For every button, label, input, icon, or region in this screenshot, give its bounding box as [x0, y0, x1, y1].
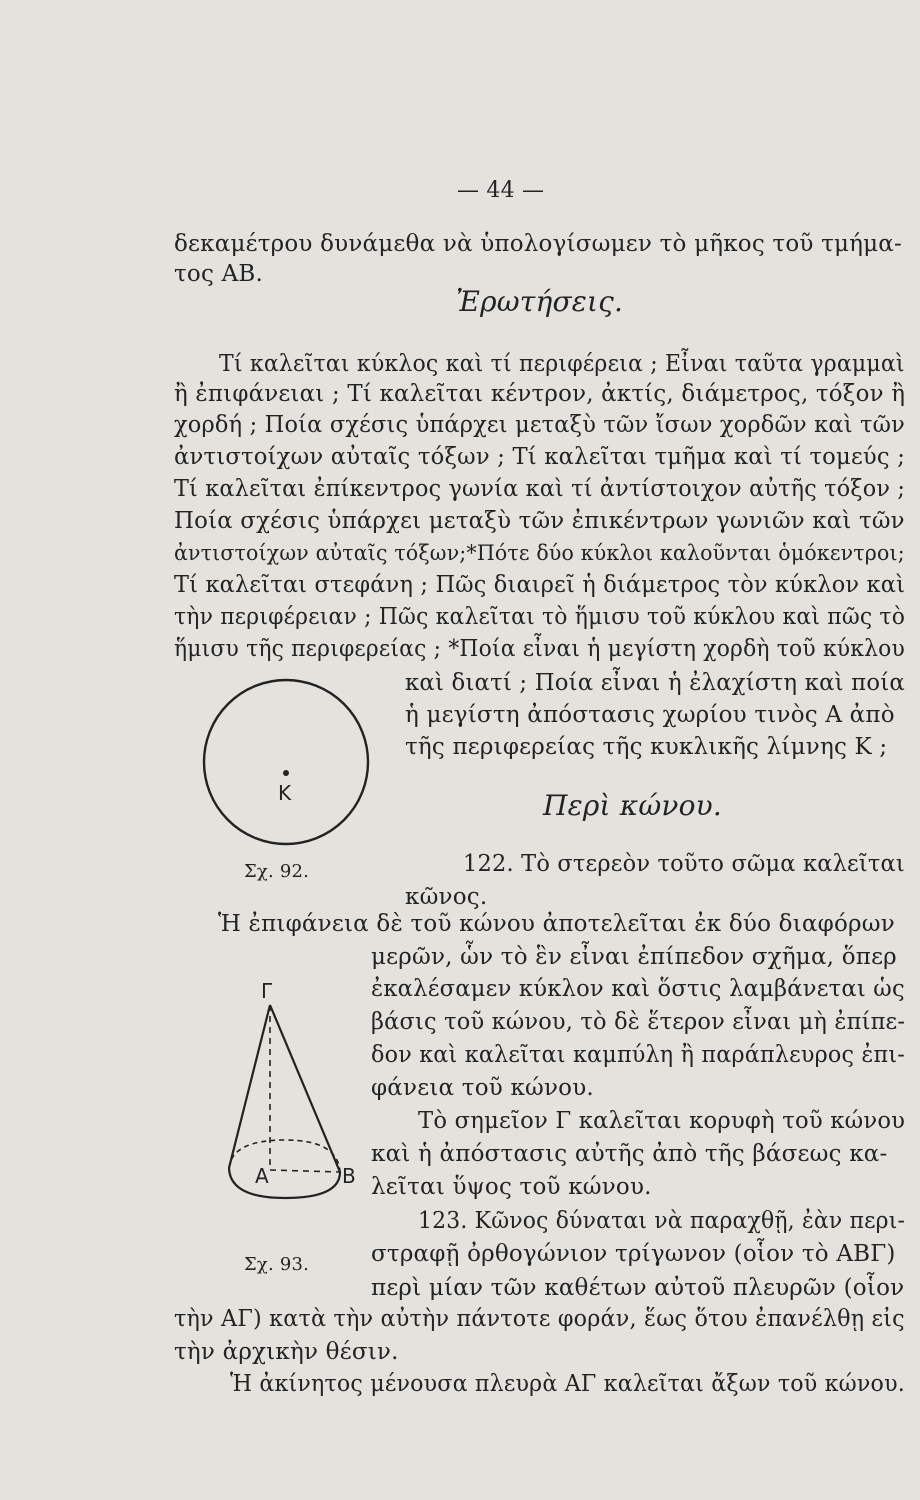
text-line: τος ΑΒ.	[174, 261, 263, 287]
cone-apex-label: Γ	[261, 979, 273, 1003]
cone-center-label: Α	[255, 1164, 269, 1188]
text-line: Τί καλεῖται ἐπίκεντρος γωνία καὶ τί ἀντίστοιχον αὐτῆς τόξον ;	[174, 476, 906, 502]
text-line: κῶνος.	[405, 884, 488, 910]
text-line: βάσις τοῦ κώνου, τὸ δὲ ἕτερον εἶναι μὴ ἐπίπε-	[371, 1009, 906, 1035]
circle-center-label: Κ	[278, 781, 292, 805]
figure-93-caption: Σχ. 93.	[244, 1254, 310, 1275]
text-line: λεῖται ὕψος τοῦ κώνου.	[371, 1174, 652, 1200]
text-line: Ποία σχέσις ὑπάρχει μεταξὺ τῶν ἐπικέντρων γωνιῶν καὶ τῶν	[174, 508, 905, 534]
text-line: καὶ διατί ; Ποία εἶναι ἡ ἐλαχίστη καὶ ποία	[405, 670, 905, 696]
text-line: ἀντιστοίχων αὐταῖς τόξων ; Τί καλεῖται τμῆμα καὶ τί τομεύς ;	[174, 444, 906, 470]
text-line: τὴν περιφέρειαν ; Πῶς καλεῖται τὸ ἥμισυ τοῦ κύκλου καὶ πῶς τὸ	[174, 604, 906, 630]
text-line: ἢ ἐπιφάνειαι ; Τί καλεῖται κέντρον, ἀκτίς, διάμετρος, τόξον ἢ	[174, 381, 906, 407]
text-line: 122. Τὸ στερεὸν τοῦτο σῶμα καλεῖται	[463, 851, 905, 877]
text-line: Ἡ ἀκίνητος μένουσα πλευρὰ ΑΓ καλεῖται ἄξων τοῦ κώνου.	[230, 1371, 905, 1397]
text-line: δον καὶ καλεῖται καμπύλη ἢ παράπλευρος ἐπι-	[371, 1042, 905, 1068]
text-line: τὴν ἀρχικὴν θέσιν.	[174, 1339, 399, 1365]
text-line: ἀντιστοίχων αὐταῖς τόξων;*Πότε δύο κύκλοι καλοῦνται ὁμόκεντροι;	[174, 541, 905, 566]
text-line: φάνεια τοῦ κώνου.	[371, 1075, 594, 1101]
text-line: ἡ μεγίστη ἀπόστασις χωρίου τινὸς Α ἀπὸ	[405, 702, 895, 728]
page-number: — 44 —	[457, 178, 545, 203]
section-heading-cone: Περὶ κώνου.	[543, 789, 722, 822]
text-line: ἥμισυ τῆς περιφερείας ; *Ποία εἶναι ἡ μεγίστη χορδὴ τοῦ κύκλου	[174, 636, 905, 662]
base-back-arc	[229, 1140, 340, 1172]
text-line: χορδή ; Ποία σχέσις ὑπάρχει μεταξὺ τῶν ἴσων χορδῶν καὶ τῶν	[174, 412, 906, 438]
text-line: μερῶν, ὧν τὸ ἓν εἶναι ἐπίπεδον σχῆμα, ὅπερ	[371, 944, 897, 970]
text-line: Τί καλεῖται στεφάνη ; Πῶς διαιρεῖ ἡ διάμετρος τὸν κύκλον καὶ	[174, 572, 906, 598]
text-line: Τὸ σημεῖον Γ καλεῖται κορυφὴ τοῦ κώνου	[418, 1108, 906, 1134]
text-line: ἐκαλέσαμεν κύκλον καὶ ὅστις λαμβάνεται ὡς	[371, 976, 905, 1002]
section-heading-questions: Ἐρωτήσεις.	[456, 285, 624, 318]
text-line: στραφῇ ὀρθογώνιον τρίγωνον (οἷον τὸ ΑΒΓ)	[371, 1241, 896, 1267]
text-line: Ἡ ἐπιφάνεια δὲ τοῦ κώνου ἀποτελεῖται ἐκ δύο διαφόρων	[218, 911, 895, 937]
text-line: τῆς περιφερείας τῆς κυκλικῆς λίμνης Κ ;	[405, 734, 888, 760]
base-front-arc	[229, 1164, 340, 1198]
cone-left-side	[229, 1005, 270, 1168]
cone-right-side	[270, 1005, 340, 1172]
text-line: δεκαμέτρου δυνάμεθα νὰ ὑπολογίσωμεν τὸ μῆκος τοῦ τμήμα-	[174, 231, 902, 257]
text-line: καὶ ἡ ἀπόστασις αὐτῆς ἀπὸ τῆς βάσεως κα-	[371, 1141, 888, 1167]
text-line: περὶ μίαν τῶν καθέτων αὐτοῦ πλευρῶν (οἷον	[371, 1275, 905, 1301]
text-line: 123. Κῶνος δύναται νὰ παραχθῇ, ἐὰν περι-	[418, 1208, 906, 1234]
base-radius	[270, 1170, 340, 1172]
text-line: Τί καλεῖται κύκλος καὶ τί περιφέρεια ; Εἶναι ταῦτα γραμμαὶ	[219, 351, 905, 377]
cone-base-label: Β	[342, 1164, 356, 1188]
text-line: τὴν ΑΓ) κατὰ τὴν αὐτὴν πάντοτε φοράν, ἕως ὅτου ἐπανέλθῃ εἰς	[174, 1306, 905, 1332]
figure-92-caption: Σχ. 92.	[244, 861, 310, 882]
